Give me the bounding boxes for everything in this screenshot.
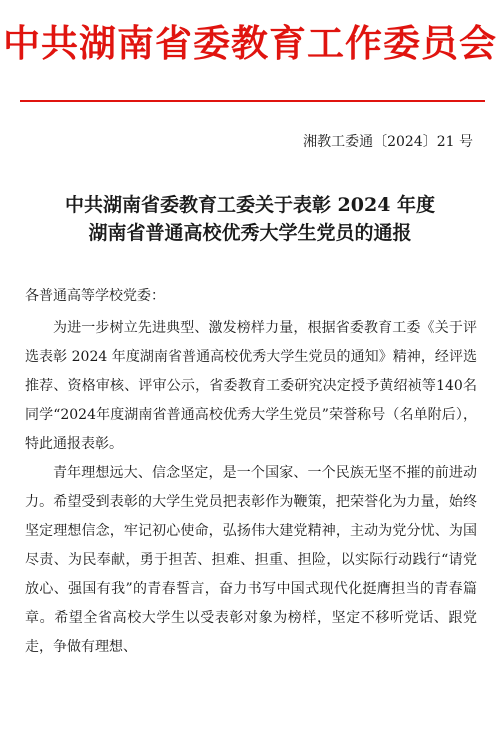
document-title-line-1: 中共湖南省委教育工委关于表彰 2024 年度 <box>64 194 436 216</box>
salutation: 各普通高等学校党委： <box>25 288 165 304</box>
masthead-organization: 中共湖南省委教育工作委员会 <box>3 22 497 65</box>
body-paragraph-2: 青年理想远大、信念坚定，是一个国家、一个民族无坚不摧的前进动力。希望受到表彰的大学生党员把表彰作为鞭策，把荣誉化为力量，始终坚定理想信念，牢记初心使命，弘扬伟大建党精神，主动为党分忧、为国尽责、为民奉献，勇于担苦、担难、担重、担险，以实际行动践行“请党放心、强国有我”的青春誓言，奋力书写中国式现代化挺膺担当的青春篇章。希望全省高校大学生以受表彰对象为榜样，坚定不移听党话、跟党走，争做有理想、 <box>25 465 477 655</box>
body-paragraph-1: 为进一步树立先进典型、激发榜样力量，根据省委教育工委《关于评选表彰 2024 年度湖南省普通高校优秀大学生党员的通知》精神，经评选推荐、资格审核、评审公示，省委教育工委研究决定授予黄绍祯等140名同学“2024年度湖南省普通高校优秀大学生党员”荣誉称号（名单附后），特此通报表彰。 <box>25 320 477 452</box>
document-title-line-2: 湖南省普通高校优秀大学生党员的通报 <box>88 222 412 244</box>
red-divider-line <box>20 100 485 102</box>
document-number: 湘教工委通〔2024〕21 号 <box>303 134 473 150</box>
